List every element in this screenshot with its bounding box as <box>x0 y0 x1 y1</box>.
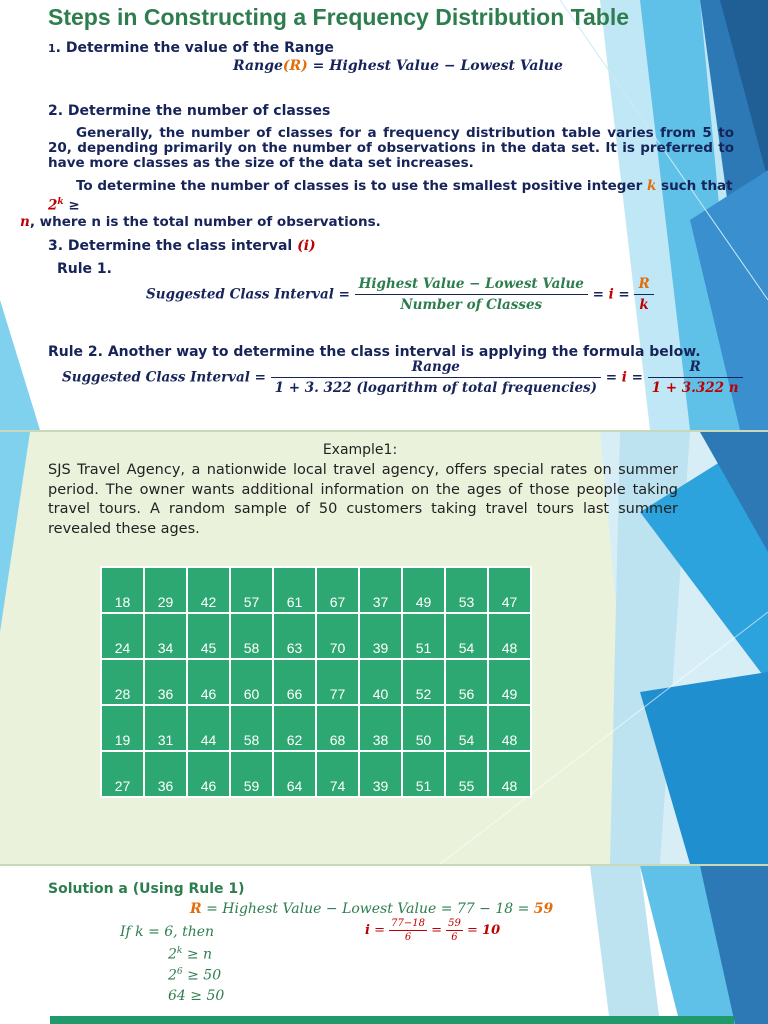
solution-line-1-rest: ≥ n <box>182 946 213 963</box>
rule-2-lhs: Suggested Class Interval = <box>62 369 266 386</box>
step-1-number: 1 <box>48 42 56 55</box>
age-cell: 28 <box>102 660 143 704</box>
step-2-para-2-c: , where n is the total number of observations. <box>29 213 381 230</box>
step-3-heading <box>48 238 316 254</box>
range-formula <box>233 58 563 74</box>
age-cell: 63 <box>274 614 315 658</box>
age-cell: 44 <box>188 706 229 750</box>
slide-1 <box>0 0 768 430</box>
step-2-k: k <box>646 178 657 194</box>
age-cell: 39 <box>360 752 401 796</box>
rule-1-numerator: Highest Value − Lowest Value <box>355 276 588 295</box>
age-cell: 64 <box>274 752 315 796</box>
step-2-para-2-a: To determine the number of classes is to use the smallest positive integer <box>76 178 647 194</box>
solution-line-3: 64 ≥ 50 <box>168 988 225 1004</box>
solution-line-2-exp: 6 <box>176 967 183 977</box>
solution-line-1-base: 2 <box>168 946 177 963</box>
solution-line-2 <box>168 967 221 984</box>
age-cell: 48 <box>489 614 530 658</box>
age-cell: 60 <box>231 660 272 704</box>
age-cell: 74 <box>317 752 358 796</box>
age-cell: 50 <box>403 706 444 750</box>
age-cell: 42 <box>188 568 229 612</box>
age-cell: 59 <box>231 752 272 796</box>
age-cell: 18 <box>102 568 143 612</box>
solution-range <box>190 901 553 917</box>
age-cell: 52 <box>403 660 444 704</box>
rule-2-r-fraction <box>648 359 743 396</box>
age-cell: 34 <box>145 614 186 658</box>
table-row <box>102 660 530 704</box>
age-cell: 39 <box>360 614 401 658</box>
rule-1-label: Rule 1. <box>57 261 112 277</box>
example-paragraph: SJS Travel Agency, a nationwide local travel agency, offers special rates on summer period. The owner wants additional information on the ages of those people taking travel tours. A random sample of 50 customers taking travel tours last summer revealed these ages. <box>48 462 678 537</box>
step-2-paragraph-2 <box>20 178 734 230</box>
range-formula-rhs: Highest Value − Lowest Value <box>329 58 563 74</box>
age-cell: 68 <box>317 706 358 750</box>
age-cell: 62 <box>274 706 315 750</box>
age-cell: 29 <box>145 568 186 612</box>
age-cell: 37 <box>360 568 401 612</box>
age-cell: 31 <box>145 706 186 750</box>
solution-line-2-base: 2 <box>168 967 177 984</box>
age-cell: 51 <box>403 614 444 658</box>
rule-1-fraction <box>355 276 588 313</box>
rule-1-eq: = <box>592 286 609 303</box>
step-3-heading-text: 3. Determine the class interval <box>48 238 298 254</box>
age-cell: 36 <box>145 660 186 704</box>
rule-1-r: R <box>634 276 653 295</box>
solution-ifk: If k = 6, then <box>120 924 215 940</box>
range-formula-r: (R) <box>282 58 308 74</box>
rule-2-denominator: 1 + 3. 322 (logarithm of total frequencies) <box>274 380 598 396</box>
ages-table-body <box>102 568 530 796</box>
solution-line-1 <box>168 946 212 963</box>
age-cell: 56 <box>446 660 487 704</box>
age-cell: 51 <box>403 752 444 796</box>
step-1-heading <box>48 40 334 56</box>
step-2-ineq-base: 2 <box>48 197 58 214</box>
age-cell: 46 <box>188 752 229 796</box>
rule-2-fraction <box>271 359 601 396</box>
solution-i-value: 10 <box>482 923 501 938</box>
age-cell: 67 <box>317 568 358 612</box>
age-cell: 70 <box>317 614 358 658</box>
step-2-heading: 2. Determine the number of classes <box>48 103 331 119</box>
table-row <box>102 614 530 658</box>
rule-2-eq2: = <box>626 369 643 386</box>
step-2-para-2-b: such that <box>656 178 733 194</box>
step-2-ineq-exp: k <box>57 197 64 207</box>
solution-frac-2-num: 59 <box>448 918 461 929</box>
solution-range-r: R <box>190 901 202 917</box>
solution-interval <box>365 918 500 943</box>
table-row <box>102 706 530 750</box>
solution-i-eq2: = <box>426 923 447 938</box>
rule-1-rk-fraction <box>634 276 653 313</box>
age-cell: 58 <box>231 706 272 750</box>
age-cell: 45 <box>188 614 229 658</box>
solution-frac-2-den: 6 <box>451 932 458 943</box>
age-cell: 46 <box>188 660 229 704</box>
age-cell: 54 <box>446 706 487 750</box>
table-row <box>102 568 530 612</box>
age-cell: 36 <box>145 752 186 796</box>
solution-line-1-exp: k <box>176 946 183 956</box>
rule-2-eq: = <box>605 369 622 386</box>
age-cell: 48 <box>489 752 530 796</box>
rule-1-formula <box>146 276 654 313</box>
age-cell: 57 <box>231 568 272 612</box>
step-1-heading-text: . Determine the value of the Range <box>55 40 334 56</box>
step-2-n: n <box>20 213 30 230</box>
solution-line-2-rest: ≥ 50 <box>182 967 222 984</box>
page-title: Steps in Constructing a Frequency Distribution Table <box>48 4 630 30</box>
age-cell: 77 <box>317 660 358 704</box>
step-2-ineq-ge: ≥ <box>63 197 80 214</box>
age-cell: 58 <box>231 614 272 658</box>
age-cell: 49 <box>489 660 530 704</box>
age-cell: 40 <box>360 660 401 704</box>
range-formula-lhs: Range <box>233 58 283 74</box>
slide-3 <box>0 866 768 1024</box>
table-row <box>102 752 530 796</box>
step-3-heading-i: (i) <box>297 238 316 254</box>
solution-frac-2 <box>446 918 463 943</box>
rule-1-i: i <box>608 286 614 303</box>
solution-i-eq: = <box>369 923 390 938</box>
solution-i: i <box>365 923 370 938</box>
age-cell: 38 <box>360 706 401 750</box>
age-cell: 54 <box>446 614 487 658</box>
rule-2-text: Rule 2. Another way to determine the class interval is applying the formula below. <box>48 344 701 360</box>
rule-2-numerator: Range <box>271 359 601 378</box>
age-cell: 53 <box>446 568 487 612</box>
age-cell: 66 <box>274 660 315 704</box>
rule-1-lhs: Suggested Class Interval = <box>146 286 350 303</box>
rule-2-r: R <box>648 359 743 378</box>
example-title: Example1: <box>322 442 398 458</box>
solution-range-eq: = Highest Value − Lowest Value = 77 − 18 = <box>201 901 534 917</box>
ages-table <box>100 566 532 798</box>
age-cell: 48 <box>489 706 530 750</box>
age-cell: 49 <box>403 568 444 612</box>
rule-2-i: i <box>621 369 627 386</box>
rule-1-denominator: Number of Classes <box>400 297 543 313</box>
solution-range-value: 59 <box>533 901 554 917</box>
range-formula-eq: = <box>307 58 330 74</box>
rule-2-den2: 1 + 3.322 n <box>651 380 739 396</box>
solution-frac-1 <box>389 918 427 943</box>
age-cell: 24 <box>102 614 143 658</box>
rule-2-formula <box>62 359 743 396</box>
age-cell: 19 <box>102 706 143 750</box>
slide-2 <box>0 432 768 864</box>
age-cell: 47 <box>489 568 530 612</box>
solution-heading: Solution a (Using Rule 1) <box>48 881 245 897</box>
step-2-paragraph-1: Generally, the number of classes for a frequency distribution table varies from 5 to 20, depending primarily on the number of observations in the data set. It is preferred to have more classes as the size of the data set increases. <box>48 125 734 171</box>
age-cell: 27 <box>102 752 143 796</box>
solution-frac-1-den: 6 <box>404 932 412 943</box>
age-cell: 55 <box>446 752 487 796</box>
solution-frac-1-num: 77−18 <box>391 918 425 929</box>
rule-1-eq2: = <box>613 286 630 303</box>
age-cell: 61 <box>274 568 315 612</box>
rule-1-k: k <box>639 297 649 313</box>
solution-i-eq3: = <box>462 923 483 938</box>
